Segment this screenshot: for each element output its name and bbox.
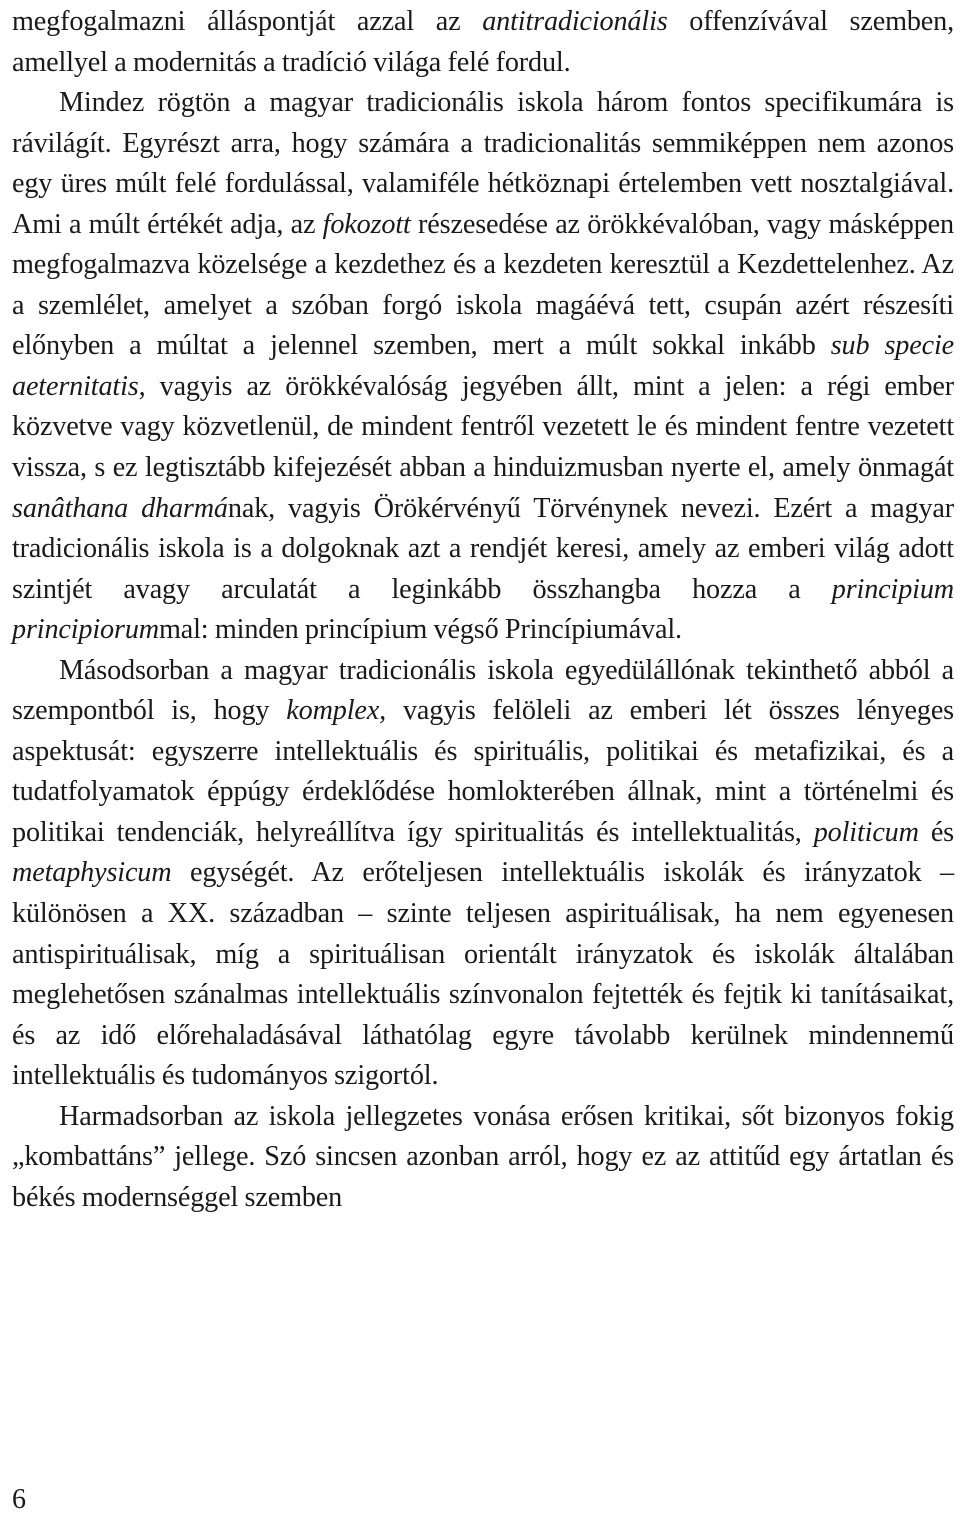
- italic-text-run: sanâthana dharmá: [12, 492, 228, 524]
- text-run: vagyis felöleli az emberi lét összes lényeges aspektusát: egyszerre intellektuális és spirituális, politikai és metafizikai, és a tudatfolyamatok éppúgy érdeklődése homlokterében állnak, mint a történelmi és politikai tendenciák, helyreállítva így spiritualitás és intellektualitás,: [12, 695, 955, 848]
- italic-text-run: politicum: [813, 816, 919, 848]
- paragraph: [12, 2, 954, 83]
- page-number: 6: [12, 1484, 26, 1515]
- text-run: nak, vagyis Örökérvényű Törvénynek nevezi. Ezért a magyar tradicionális iskola is a dolgoknak azt a rendjét keresi, amely az emberi világ adott szintjét avagy arculatát a leginkább összhangba hozza a: [12, 492, 954, 605]
- paragraph: [12, 651, 954, 1097]
- document-page: [12, 0, 954, 1522]
- italic-text-run: metaphysicum: [12, 857, 172, 889]
- paragraph: [12, 1097, 954, 1219]
- text-run: és: [918, 816, 954, 848]
- text-run: Másodsorban a magyar tradicionális iskola egyedülállónak tekinthető abból a szempontból is, hogy: [12, 654, 954, 727]
- paragraph: [12, 83, 954, 651]
- text-run: részesedése az örökkévalóban, vagy másképpen megfogalmazva közelsége a kezdethez és a kezdeten keresztül a Kezdettelenhez. Az a szemlélet, amelyet a szóban forgó iskola magáévá tett, csupán azért részesíti előnyben a múltat a jelennel szemben, mert a múlt sokkal inkább: [12, 208, 954, 362]
- text-run: vagyis az örökkévalóság jegyében állt, mint a jelen: a régi ember közvetve vagy közvetlenül, de mindent fentről vezetett le és mindent fentre vezetett vissza, s ez legtisztább kifejezését abban a hinduizmusban nyerte el, amely önmagát: [12, 370, 954, 484]
- text-run: mal: minden princípium végső Princípiumával.: [158, 614, 682, 646]
- body-text: [12, 2, 954, 1218]
- italic-text-run: fokozott: [322, 208, 411, 240]
- text-run: offenzívával szemben, amellyel a modernitás a tradíció világa felé fordul.: [12, 6, 954, 78]
- text-run: egységét. Az erőteljesen intellektuális iskolák és irányzatok – különösen a XX. században – szinte teljesen aspirituálisak, ha nem egyenesen antispirituálisak, míg a spirituálisan orientált irányzatok és iskolák általában meglehetősen szánalmas intellektuális színvonalon fejtették és fejtik ki tanításaikat, és az idő előrehaladásával láthatólag egyre távolabb kerülnek mindennemű intellektuális és tudományos szigortól.: [12, 857, 954, 1092]
- text-run: Mindez rögtön a magyar tradicionális iskola három fontos specifikumára is rávilágít. Egyrészt arra, hogy számára a tradicionalitás semmiképpen nem azonos egy üres múlt felé fordulással, valamiféle hétköznapi értelemben vett nosztalgiával. Ami a múlt értékét adja, az: [12, 87, 954, 240]
- text-run: Harmadsorban az iskola jellegzetes vonása erősen kritikai, sőt bizonyos fokig „kombattáns” jellege. Szó sincsen azonban arról, hogy ez az attitűd egy ártatlan és békés modernséggel szemben: [12, 1100, 954, 1213]
- text-run: megfogalmazni álláspontját azzal az: [12, 6, 483, 37]
- italic-text-run: principium principiorum: [12, 573, 954, 646]
- italic-text-run: antitradicionális: [482, 6, 668, 37]
- italic-text-run: sub specie aeternitatis,: [12, 330, 954, 402]
- italic-text-run: komplex,: [286, 695, 387, 727]
